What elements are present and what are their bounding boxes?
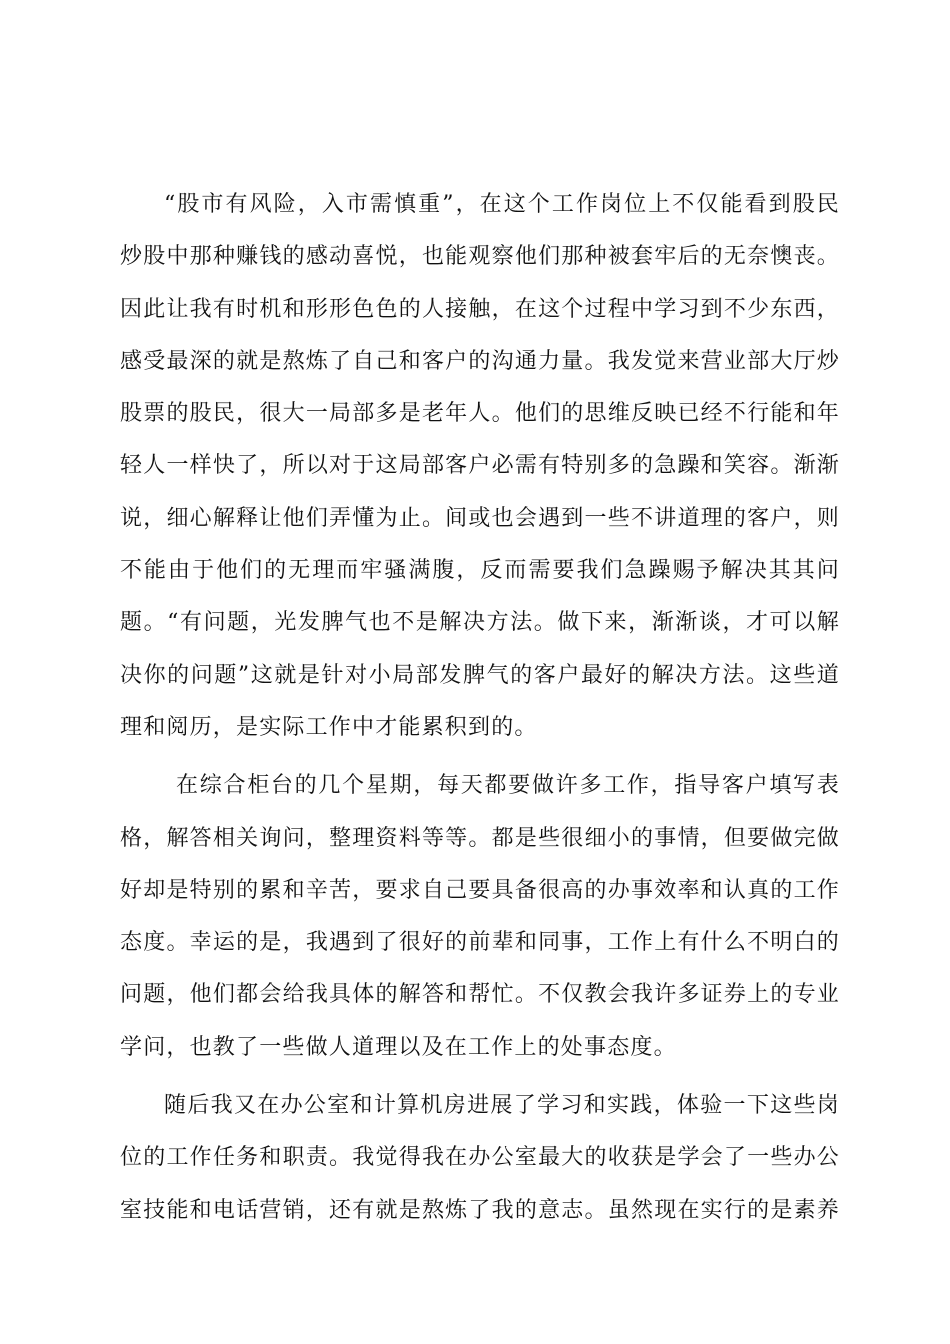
- text-line: 炒股中那种赚钱的感动喜悦，也能观察他们那种被套牢后的无奈懊丧。: [120, 244, 840, 270]
- text-line: 题。“有问题，光发脾气也不是解决方法。做下来，渐渐谈，才可以解: [120, 610, 840, 636]
- text-line: “股市有风险，入市需慎重”，在这个工作岗位上不仅能看到股民: [164, 192, 840, 217]
- text-line: 不能由于他们的无理而牢骚满腹，反而需要我们急躁赐予解决其其问: [120, 558, 840, 584]
- text-line: 随后我又在办公室和计算机房进展了学习和实践，体验一下这些岗: [164, 1093, 840, 1119]
- text-line: 决你的问题”这就是针对小局部发脾气的客户最好的解决方法。这些道: [120, 662, 840, 688]
- text-line: 说，细心解释让他们弄懂为止。间或也会遇到一些不讲道理的客户，则: [120, 505, 840, 531]
- text-line: 股票的股民，很大一局部多是老年人。他们的思维反映已经不行能和年: [120, 401, 840, 427]
- paragraph: [120, 1086, 840, 1243]
- text-line: 因此让我有时机和形形色色的人接触，在这个过程中学习到不少东西，: [120, 296, 840, 322]
- text-line: 态度。幸运的是，我遇到了很好的前辈和同事，工作上有什么不明白的: [120, 930, 840, 956]
- text-line: 在综合柜台的几个星期，每天都要做许多工作，指导客户填写表: [176, 773, 840, 799]
- text-line: 室技能和电话营销，还有就是熬炼了我的意志。虽然现在实行的是素养: [120, 1197, 840, 1223]
- text-line: 轻人一样快了，所以对于这局部客户必需有特别多的急躁和笑容。渐渐: [120, 453, 840, 479]
- text-line: 理和阅历，是实际工作中才能累积到的。: [120, 714, 538, 740]
- paragraph: [120, 766, 840, 1080]
- text-line: 位的工作任务和职责。我觉得我在办公室最大的收获是学会了一些办公: [120, 1145, 840, 1171]
- paragraph: [120, 185, 840, 760]
- text-line: 好却是特别的累和辛苦，要求自己要具备很高的办事效率和认真的工作: [120, 877, 840, 903]
- text-line: 学问，也教了一些做人道理以及在工作上的处事态度。: [120, 1034, 677, 1060]
- text-line: 问题，他们都会给我具体的解答和帮忙。不仅教会我许多证券上的专业: [120, 982, 840, 1008]
- text-line: 感受最深的就是熬炼了自己和客户的沟通力量。我发觉来营业部大厅炒: [120, 348, 840, 374]
- document-body: [120, 185, 840, 1243]
- text-line: 格，解答相关询问，整理资料等等。都是些很细小的事情，但要做完做: [120, 825, 840, 851]
